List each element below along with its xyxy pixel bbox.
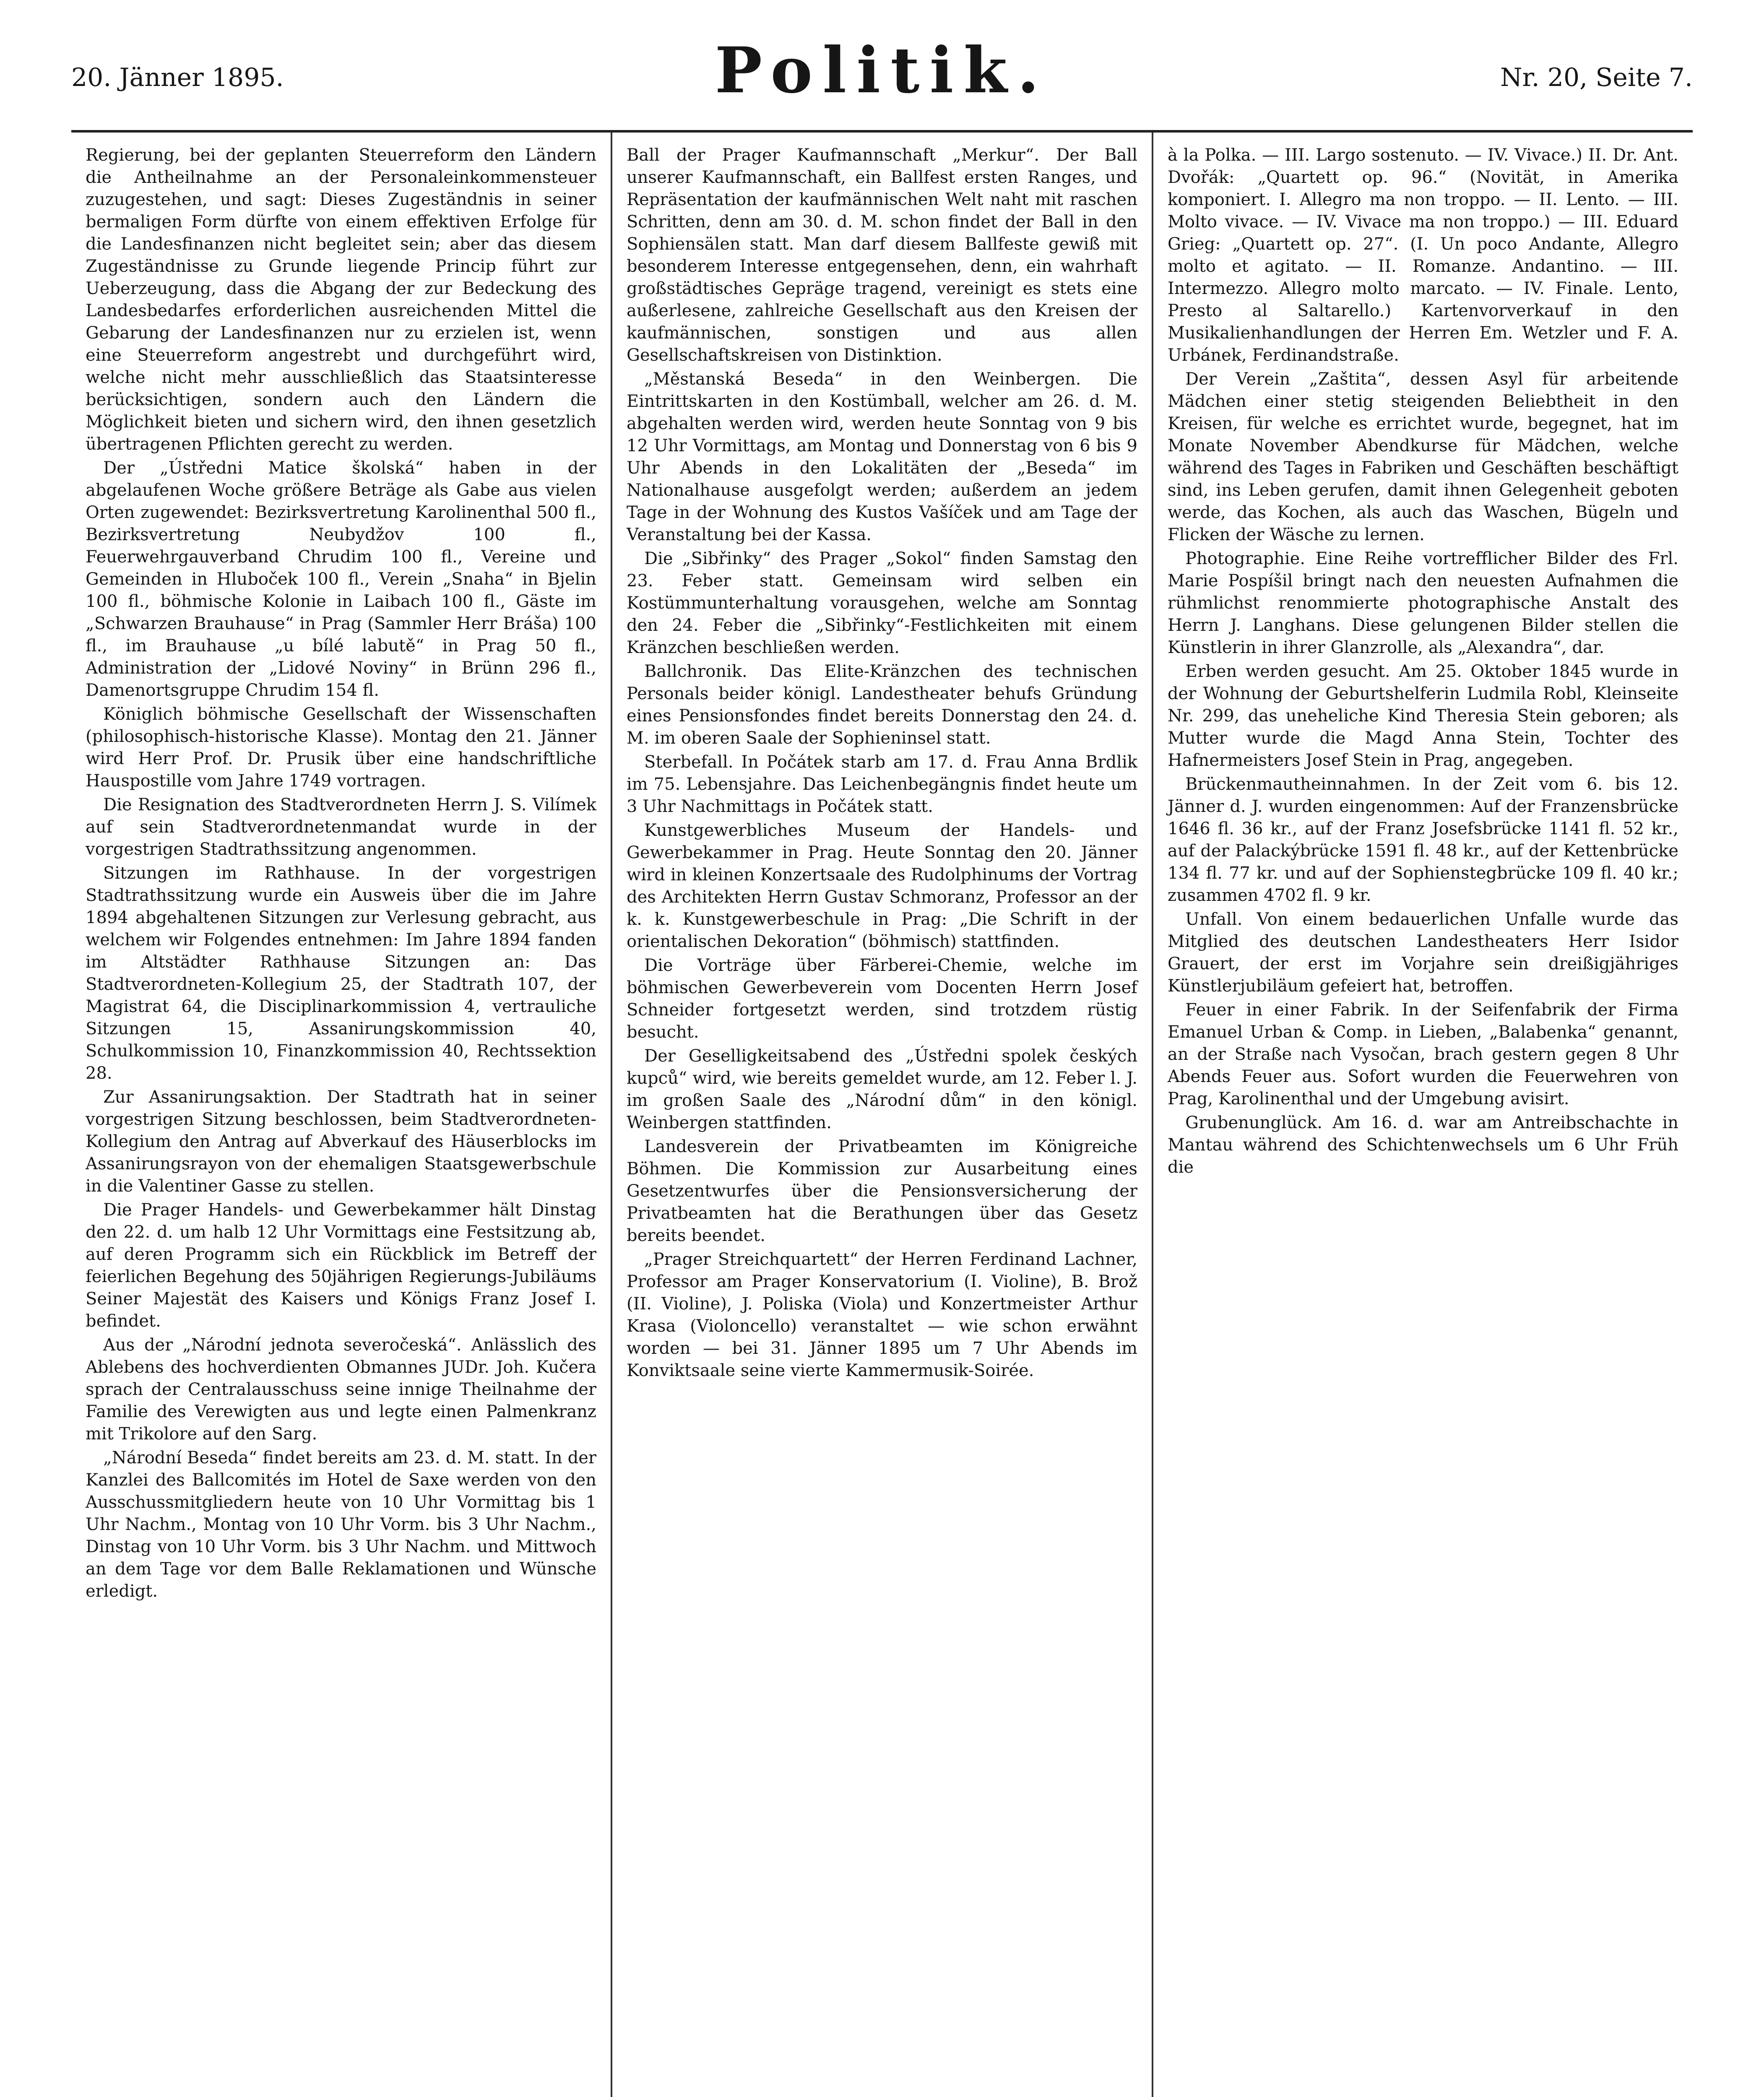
article-mestanska-beseda: „Městanská Beseda“ in den Weinbergen. Die Eintrittskarten in den Kostümball, welcher am 26. d. M. abgehalten werden wird, werden heute Sonntag von 9 bis 12 Uhr Vormittags, am Montag und Donnerstag von 6 bis 9 Uhr Abends in den Lokalitäten der „Beseda“ im Nationalhause ausgefolgt werden; außerdem an jedem Tage in der Wohnung des Kustos Vašíček und am Tage der Veranstaltung bei der Kassa. [627,369,1137,544]
issue-page-number: Nr. 20, Seite 7. [1500,63,1693,92]
article-brueckenmaut: Brückenmautheinnahmen. In der Zeit vom 6. bis 12. Jänner d. J. wurden eingenommen: Auf der Franzensbrücke 1646 fl. 36 kr., auf der Franz Josefsbrücke 1141 fl. 52 kr., auf der Palackýbrücke 1591 fl. 48 kr., auf der Kettenbrücke 134 fl. 77 kr. und auf der Sophienstegbrücke 109 fl. 40 kr.; zusammen 4702 fl. 9 kr. [1168,775,1678,905]
article-columns [71,133,1693,2097]
section-title: Politik. [715,34,1049,107]
article-photographie: Photographie. Eine Reihe vortrefflicher Bilder des Frl. Marie Pospíšil bringt nach den neuesten Aufnahmen die rühmlichst renommierte photographische Anstalt des Herrn J. Langhans. Diese gelungenen Bilder stellen die Künstlerin in ihrer Glanzrolle, als „Alexandra“, dar. [1168,549,1678,657]
column-middle [612,133,1153,2097]
article-grubenunglueck: Grubenunglück. Am 16. d. war am Antreibschachte in Mantau während des Schichtenwechsels um 6 Uhr Früh die [1168,1113,1678,1177]
article-ball-merkur: Ball der Prager Kaufmannschaft „Merkur“. Der Ball unserer Kaufmannschaft, ein Ballfest ersten Ranges, und Repräsentation der kaufmännischen Welt naht mit raschen Schritten, denn am 30. d. M. schon findet der Ball in den Sophiensälen statt. Man darf diesem Ballfeste gewiß mit besonderem Interesse entgegensehen, denn, ein wahrhaft großstädtisches Gepräge tragend, vereinigt es stets eine außerlesene, zahlreiche Gesellschaft aus den Kreisen der kaufmännischen, sonstigen und aus allen Gesellschaftskreisen von Distinktion. [627,146,1137,365]
article-faerberei-chemie: Die Vorträge über Färberei-Chemie, welche im böhmischen Gewerbeverein vom Docenten Herrn Josef Schneider fortgesetzt werden, sind trotzdem rüstig besucht. [627,956,1137,1042]
article-streichquartett: „Prager Streichquartett“ der Herren Ferdinand Lachner, Professor am Prager Konservatorium (I. Violine), B. Brož (II. Violine), J. Poliska (Viola) und Konzertmeister Arthur Krasa (Violoncello) veranstaltet — wie schon erwähnt worden — bei 31. Jänner 1895 um 7 Uhr Abends im Konviktsaale seine vierte Kammermusik-Soirée. [627,1250,1137,1380]
article-handelskammer: Die Prager Handels- und Gewerbekammer hält Dinstag den 22. d. um halb 12 Uhr Vormittags eine Festsitzung ab, auf deren Programm sich ein Rückblick im Betreff der feierlichen Begehung des 50jährigen Regierungs-Jubiläums Seiner Majestät des Kaisers und Königs Franz Josef I. befindet. [86,1200,596,1331]
article-steuerreform: Regierung, bei der geplanten Steuerreform den Ländern die Antheilnahme an der Personaleinkommensteuer zuzugestehen, und sagt: Dieses Zugeständnis in seiner bermaligen Form dürfte von einem effektiven Erfolge für die Landesfinanzen nicht begleitet sein; aber das diesem Zugeständnisse zu Grunde liegende Princip führt zur Ueberzeugung, dass die Abgang der zur Bedeckung des Landesbedarfes erforderlichen ausreichenden Mittel die Gebarung der Landesfinanzen nur zu erzielen ist, wenn eine Steuerreform angestrebt und durchgeführt wird, welche nicht mehr ausschließlich das Staatsinteresse berücksichtigen, sondern auch den Ländern die Möglichkeit bieten und sichern wird, den ihnen gesetzlich übertragenen Pflichten gerecht zu werden. [86,146,596,454]
article-ballchronik: Ballchronik. Das Elite-Kränzchen des technischen Personals beider königl. Landestheater behufs Gründung eines Pensionsfondes findet bereits Donnerstag den 24. d. M. im oberen Saale der Sophieninsel statt. [627,662,1137,748]
article-sibrinky: Die „Sibřinky“ des Prager „Sokol“ finden Samstag den 23. Feber statt. Gemeinsam wird selben ein Kostümmunterhaltung vorausgehen, welche am Sonntag den 24. Feber die „Sibřinky“-Festlichkeiten mit einem Kränzchen beschließen werden. [627,549,1137,657]
masthead [71,25,1693,133]
article-sitzungen-rathhause: Sitzungen im Rathhause. In der vorgestrigen Stadtrathssitzung wurde ein Ausweis über die im Jahre 1894 abgehaltenen Sitzungen zur Verlesung gebracht, aus welchem wir Folgendes entnehmen: Im Jahre 1894 fanden im Altstädter Rathhause Sitzungen an: Das Stadtverordneten-Kollegium 25, der Stadtrath 107, der Magistrat 64, die Disciplinarkommission 4, vertrauliche Sitzungen 15, Assanirungskommission 40, Schulkommission 10, Finanzkommission 40, Rechtssektion 28. [86,864,596,1083]
article-narodni-beseda: „Národní Beseda“ findet bereits am 23. d. M. statt. In der Kanzlei des Ballcomités im Hotel de Saxe werden von den Ausschussmitgliedern heute von 10 Uhr Vormittag bis 1 Uhr Nachm., Montag von 10 Uhr Vorm. bis 3 Uhr Nachm., Dinstag von 10 Uhr Vorm. bis 3 Uhr Nachm. und Mittwoch an dem Tage vor dem Balle Reklamationen und Wünsche erledigt. [86,1448,596,1601]
column-right [1153,133,1693,2097]
article-quartett-programm: à la Polka. — III. Largo sostenuto. — IV. Vivace.) II. Dr. Ant. Dvořák: „Quartett op. 96.“ (Novität, in Amerika komponiert. I. Allegro ma non troppo. — II. Lento. — III. Molto vivace. — IV. Vivace ma non troppo.) — III. Eduard Grieg: „Quartett op. 27“. (I. Un poco Andante, Allegro molto et agitato. — II. Romanze. Andantino. — III. Intermezzo. Allegro molto marcato. — IV. Finale. Lento, Presto al Saltarello.) Kartenvorverkauf in den Musikalienhandlungen der Herren Em. Wetzler und F. A. Urbánek, Ferdinandstraße. [1168,146,1678,365]
article-kunstgewerbliches-museum: Kunstgewerbliches Museum der Handels- und Gewerbekammer in Prag. Heute Sonntag den 20. Jänner wird in kleinen Konzertsaale des Rudolphinums der Vortrag des Architekten Herrn Gustav Schmoranz, Professor an der k. k. Kunstgewerbeschule in Prag: „Die Schrift in der orientalischen Dekoration“ (böhmisch) stattfinden. [627,821,1137,951]
article-matice-skolska: Der „Ústředni Matice školská“ haben in der abgelaufenen Woche größere Beträge als Gabe aus vielen Orten zugewendet: Bezirksvertretung Karolinenthal 500 fl., Bezirksvertretung Neubydžov 100 fl., Feuerwehrgauverband Chrudim 100 fl., Vereine und Gemeinden in Hluboček 100 fl., Verein „Snaha“ in Bjelin 100 fl., böhmische Kolonie in Laibach 100 fl., Gäste im „Schwarzen Brauhause“ in Prag (Sammler Herr Bráša) 100 fl., im Brauhause „u bílé labutě“ in Prag 50 fl., Administration der „Lidové Noviny“ in Brünn 296 fl., Damenortsgruppe Chrudim 154 fl. [86,458,596,700]
article-verein-zastita: Der Verein „Zaštita“, dessen Asyl für arbeitende Mädchen einer stetig steigenden Beliebtheit in den Kreisen, für welche es errichtet wurde, begegnet, hat im Monate November Abendkurse für Mädchen, welche während des Tages in Fabriken und Geschäften beschäftigt sind, ins Leben gerufen, damit ihnen Gelegenheit geboten werde, das Kochen, als auch das Waschen, Bügeln und Flicken der Wäsche zu lernen. [1168,369,1678,544]
article-erben-gesucht: Erben werden gesucht. Am 25. Oktober 1845 wurde in der Wohnung der Geburtshelferin Ludmila Robl, Kleinseite Nr. 299, das uneheliche Kind Theresia Stein geboren; als Mutter wurde die Magd Anna Stein, Tochter des Hafnermeisters Josef Stein in Prag, angegeben. [1168,662,1678,770]
issue-date: 20. Jänner 1895. [71,63,284,92]
article-narodni-jednota: Aus der „Národní jednota severočeská“. Anlässlich des Ablebens des hochverdienten Obmannes JUDr. Joh. Kučera sprach der Centralausschuss seine innige Theilnahme der Familie des Verewigten aus und legte einen Palmenkranz mit Trikolore auf den Sarg. [86,1335,596,1444]
article-sterbefall: Sterbefall. In Počátek starb am 17. d. Frau Anna Brdlik im 75. Lebensjahre. Das Leichenbegängnis findet heute um 3 Uhr Nachmittags in Počátek statt. [627,752,1137,816]
article-gesellschaft-wissenschaften: Königlich böhmische Gesellschaft der Wissenschaften (philosophisch-historische Klasse). Montag den 21. Jänner wird Herr Prof. Dr. Prusik über eine handschriftliche Hauspostille vom Jahre 1749 vortragen. [86,705,596,791]
article-assanirungsaktion: Zur Assanirungsaktion. Der Stadtrath hat in seiner vorgestrigen Sitzung beschlossen, beim Stadtverordneten-Kollegium den Antrag auf Abverkauf des Häuserblocks im Assanirungsrayon von der ehemaligen Staatsgewerbschule in die Valentiner Gasse zu stellen. [86,1088,596,1196]
article-geselligkeitsabend: Der Geselligkeitsabend des „Ústředni spolek českých kupců“ wird, wie bereits gemeldet wurde, am 12. Feber l. J. im großen Saale des „Národní dům“ in den königl. Weinbergen stattfinden. [627,1046,1137,1132]
article-unfall: Unfall. Von einem bedauerlichen Unfalle wurde das Mitglied des deutschen Landestheaters Herr Isidor Grauert, der erst im Vorjahre sein dreißigjähriges Künstlerjubiläum gefeiert hat, betroffen. [1168,910,1678,996]
article-privatbeamten: Landesverein der Privatbeamten im Königreiche Böhmen. Die Kommission zur Ausarbeitung eines Gesetzentwurfes über die Pensionsversicherung der Privatbeamten hat die Berathungen über das Gesetz bereits beendet. [627,1137,1137,1245]
article-resignation: Die Resignation des Stadtverordneten Herrn J. S. Vilímek auf sein Stadtverordnetenmandat wurde in der vorgestrigen Stadtrathssitzung angenommen. [86,795,596,859]
column-left [71,133,612,2097]
article-feuer-fabrik: Feuer in einer Fabrik. In der Seifenfabrik der Firma Emanuel Urban & Comp. in Lieben, „Balabenka“ genannt, an der Straße nach Vysočan, brach gestern gegen 8 Uhr Abends Feuer aus. Sofort wurden die Feuerwehren von Prag, Karolinenthal und der Umgebung avisirt. [1168,1000,1678,1108]
